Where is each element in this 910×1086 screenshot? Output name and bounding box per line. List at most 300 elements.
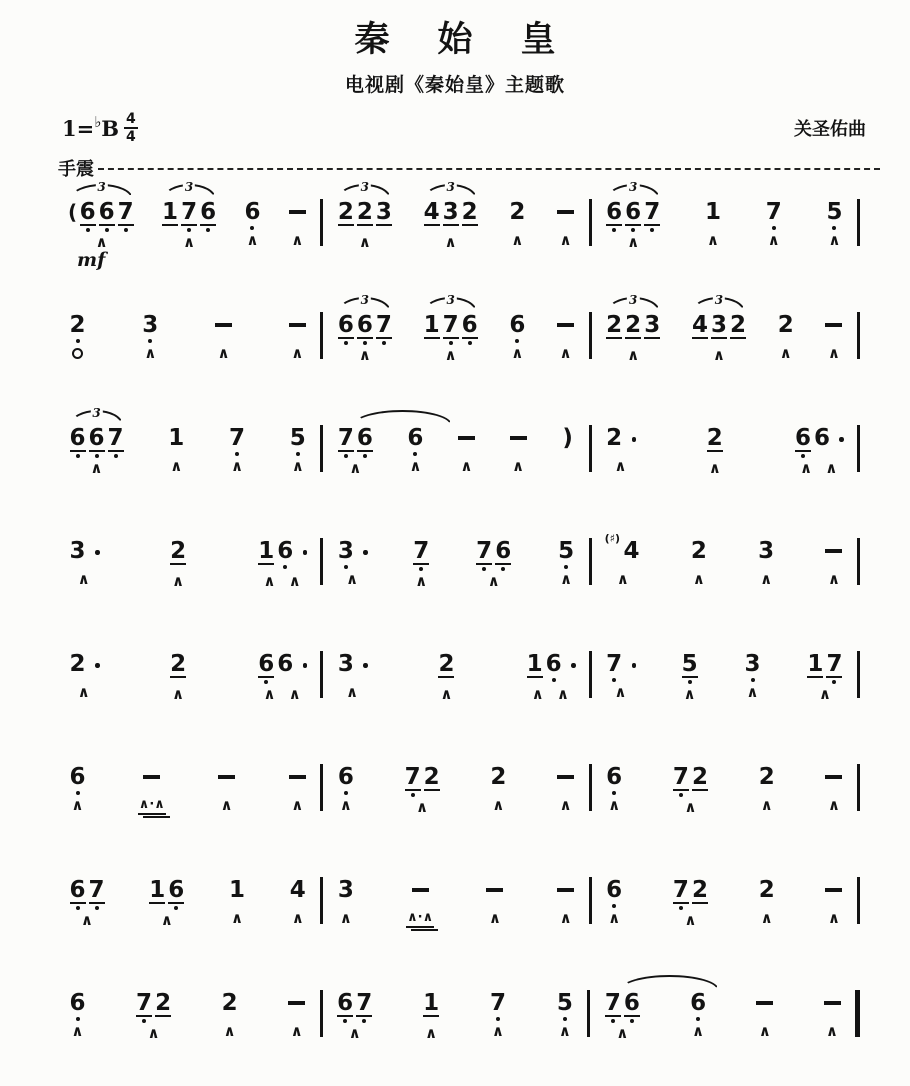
piece-subtitle: 电视剧《秦始皇》主题歌 bbox=[344, 74, 565, 96]
triplet-number: 3 bbox=[360, 293, 370, 307]
key-note: B bbox=[101, 115, 120, 141]
augmentation-dot bbox=[95, 550, 100, 555]
note-digit: 2 bbox=[691, 764, 708, 790]
note bbox=[622, 991, 641, 1025]
note-digit: 6 bbox=[495, 538, 512, 564]
note-cell bbox=[705, 411, 724, 477]
note-digit: 1 bbox=[526, 651, 543, 677]
accent-mark: ∧ bbox=[90, 459, 103, 477]
note bbox=[116, 200, 135, 234]
note bbox=[336, 991, 355, 1025]
note bbox=[135, 991, 154, 1025]
octave-dot bbox=[496, 1017, 500, 1021]
octave-dot bbox=[612, 904, 616, 908]
note-digit: 1 bbox=[704, 199, 721, 225]
measure bbox=[55, 406, 320, 477]
note bbox=[488, 991, 507, 1023]
note bbox=[757, 765, 776, 797]
note bbox=[508, 426, 528, 458]
flat-sign: ♭ bbox=[94, 113, 102, 132]
note bbox=[374, 200, 393, 234]
dash-note bbox=[510, 426, 527, 450]
dash-bar bbox=[825, 775, 842, 779]
note-cell bbox=[68, 637, 100, 701]
note bbox=[287, 313, 307, 345]
note-digit: 7 bbox=[765, 199, 782, 225]
note bbox=[556, 200, 576, 232]
note-digit: 2 bbox=[691, 877, 708, 903]
note-cell bbox=[508, 411, 528, 475]
dash-note bbox=[756, 991, 773, 1015]
triplet-number: 3 bbox=[446, 180, 455, 194]
note bbox=[243, 200, 262, 232]
accent-mark: ∧ bbox=[291, 344, 304, 362]
accent-mark: ∧ bbox=[345, 683, 359, 701]
note-cell bbox=[336, 293, 393, 364]
dash-note bbox=[289, 313, 306, 337]
note bbox=[422, 991, 441, 1025]
octave-dot bbox=[206, 228, 210, 232]
octave-dot bbox=[363, 454, 367, 458]
accent-mark: ∧ bbox=[608, 909, 621, 927]
note-digit: 2 bbox=[337, 199, 354, 225]
dash-bar bbox=[557, 323, 574, 327]
accent-mark: ∧ bbox=[559, 231, 572, 249]
octave-dot bbox=[362, 1019, 366, 1023]
note-cell bbox=[489, 750, 508, 814]
accent-mark: ∧ bbox=[290, 1022, 303, 1040]
note bbox=[106, 426, 125, 460]
note bbox=[336, 765, 355, 797]
measure bbox=[55, 637, 320, 703]
measure bbox=[323, 637, 588, 703]
note-cell bbox=[406, 863, 434, 927]
note-cell bbox=[336, 411, 374, 477]
note-digit: 6 bbox=[337, 764, 354, 790]
octave-dot bbox=[751, 678, 755, 682]
note-cell bbox=[141, 298, 160, 362]
octave-dot bbox=[419, 567, 423, 571]
note bbox=[680, 652, 699, 686]
note bbox=[437, 652, 456, 686]
note bbox=[605, 200, 624, 234]
octave-dot bbox=[76, 339, 80, 343]
note bbox=[336, 652, 355, 684]
note bbox=[287, 991, 307, 1023]
note bbox=[180, 200, 199, 234]
dash-bar bbox=[215, 323, 232, 327]
accent-mark: ∧ bbox=[444, 346, 457, 364]
accent-mark: ∧ bbox=[339, 909, 352, 927]
accent-mark: ∧ bbox=[827, 344, 841, 362]
augmentation-dot bbox=[632, 663, 637, 668]
note-digit: 5 bbox=[826, 199, 843, 225]
accent-mark: ∧ bbox=[460, 457, 473, 475]
accent-mark: ∧ bbox=[608, 796, 621, 814]
note-digit: 7 bbox=[117, 199, 134, 225]
note-digit: 6 bbox=[98, 199, 115, 225]
accent-mark: ∧ bbox=[818, 685, 832, 703]
augmentation-dot bbox=[839, 437, 844, 442]
note bbox=[217, 765, 237, 797]
dash-note bbox=[825, 539, 842, 563]
octave-dot bbox=[187, 228, 191, 232]
note bbox=[68, 426, 87, 460]
dash-bar bbox=[458, 436, 475, 440]
note bbox=[690, 765, 709, 799]
measure bbox=[592, 411, 857, 477]
note-digit: 7 bbox=[136, 990, 153, 1016]
note bbox=[68, 765, 87, 797]
accent-mark: ∧ bbox=[415, 572, 428, 590]
note-digit: 6 bbox=[606, 877, 623, 903]
measure bbox=[55, 524, 320, 590]
measure bbox=[592, 637, 857, 703]
note-cell bbox=[422, 976, 441, 1042]
octave-dot bbox=[76, 454, 80, 458]
accent-mark: ∧ bbox=[358, 233, 371, 251]
note bbox=[336, 426, 355, 460]
augmentation-dot bbox=[363, 550, 368, 555]
note-digit: 2 bbox=[758, 877, 775, 903]
accent-mark: ∧ bbox=[616, 1024, 629, 1042]
note-digit: 6 bbox=[69, 764, 86, 790]
note-cell bbox=[824, 298, 844, 362]
triplet-number: 3 bbox=[360, 180, 370, 194]
dash-note bbox=[215, 313, 232, 337]
accent-mark: ∧ bbox=[409, 457, 422, 475]
note bbox=[457, 426, 477, 458]
accent-mark: ∧ bbox=[345, 570, 359, 588]
octave-dot bbox=[515, 339, 519, 343]
note-cell bbox=[605, 863, 624, 927]
note-cell bbox=[336, 750, 355, 814]
barline bbox=[857, 312, 860, 359]
accent-mark: ∧ bbox=[77, 683, 90, 701]
accent-mark: ∧ bbox=[614, 683, 627, 701]
octave-dot bbox=[688, 680, 692, 684]
octave-dot bbox=[468, 341, 472, 345]
note-cell bbox=[287, 185, 307, 249]
note-cell bbox=[556, 298, 576, 362]
accent-mark: ∧ bbox=[440, 685, 453, 703]
accent-mark: ∧ bbox=[160, 911, 173, 929]
dash-note bbox=[412, 878, 429, 902]
note-digit: 7 bbox=[229, 425, 246, 451]
measure bbox=[323, 293, 588, 364]
note-cell bbox=[690, 293, 747, 364]
note bbox=[374, 313, 393, 347]
note bbox=[288, 878, 307, 910]
note-digit: ) bbox=[562, 425, 573, 451]
note-digit: 2 bbox=[461, 199, 478, 225]
accent-mark: ∧ bbox=[492, 796, 505, 814]
triplet-number: 3 bbox=[628, 180, 638, 194]
note bbox=[336, 539, 355, 571]
triplet-number: 3 bbox=[92, 406, 101, 420]
measure bbox=[592, 180, 857, 251]
note bbox=[605, 426, 624, 458]
note-cell bbox=[689, 524, 708, 588]
note-digit: 1 bbox=[807, 651, 824, 677]
octave-dot bbox=[696, 1017, 700, 1021]
octave-dot bbox=[772, 226, 776, 230]
accent-mark: ∧ bbox=[291, 909, 304, 927]
dash-note bbox=[825, 313, 842, 337]
note-cell bbox=[556, 185, 576, 249]
note-cell bbox=[336, 524, 368, 588]
accent-mark: ∧ bbox=[559, 909, 572, 927]
accent-mark: ∧ bbox=[71, 1022, 84, 1040]
note bbox=[689, 991, 708, 1023]
accent-mark: ∧ bbox=[683, 685, 696, 703]
accent-mark: ∧ bbox=[77, 570, 90, 588]
octave-dot bbox=[612, 791, 616, 795]
note-digit: 3 bbox=[69, 538, 86, 564]
score-line bbox=[55, 180, 860, 271]
note-digit: 6 bbox=[356, 425, 373, 451]
note bbox=[412, 539, 431, 573]
note-digit: 6 bbox=[545, 651, 562, 677]
note bbox=[825, 200, 844, 232]
accent-mark: ∧ bbox=[627, 233, 640, 251]
note-cell bbox=[488, 976, 507, 1040]
accent-mark: ∧ bbox=[95, 233, 108, 251]
note bbox=[276, 539, 295, 571]
accent-mark: ∧ bbox=[80, 911, 94, 929]
note bbox=[812, 426, 831, 458]
note bbox=[643, 313, 662, 347]
measure bbox=[592, 524, 857, 588]
dash-bar bbox=[412, 888, 429, 892]
note-cell bbox=[525, 637, 576, 703]
sharp-accidental: (♯) bbox=[604, 532, 621, 545]
note-cell bbox=[148, 863, 186, 929]
dash-note bbox=[289, 765, 306, 789]
accent-mark: ∧ bbox=[560, 570, 573, 588]
note-cell bbox=[287, 976, 307, 1040]
octave-dot bbox=[611, 1019, 615, 1023]
note-cell bbox=[68, 976, 87, 1040]
accent-mark: ∧ bbox=[779, 344, 792, 362]
note bbox=[825, 652, 844, 686]
note-digit: 4 bbox=[623, 538, 640, 564]
note-cell bbox=[824, 524, 844, 588]
note-digit: 2 bbox=[729, 312, 746, 338]
note bbox=[154, 991, 173, 1025]
accent-group-mark: ∧·∧ bbox=[406, 911, 434, 928]
note bbox=[355, 200, 374, 234]
accent-mark: ∧ bbox=[358, 346, 371, 364]
accent-mark: ∧ bbox=[511, 231, 524, 249]
note-digit: 6 bbox=[625, 199, 642, 225]
note-cell bbox=[743, 637, 762, 701]
note bbox=[605, 878, 624, 910]
note-cell bbox=[422, 293, 479, 364]
note-cell bbox=[680, 637, 699, 703]
dash-bar bbox=[557, 888, 574, 892]
measure bbox=[323, 976, 588, 1042]
note bbox=[78, 200, 97, 234]
note bbox=[161, 200, 180, 234]
accent-mark: ∧ bbox=[71, 796, 84, 814]
note bbox=[556, 313, 576, 345]
octave-dot bbox=[413, 452, 417, 456]
note bbox=[276, 652, 295, 684]
note-digit: 2 bbox=[356, 199, 373, 225]
octave-dot bbox=[95, 906, 99, 910]
note-digit: 6 bbox=[200, 199, 217, 225]
accent-mark: ∧ bbox=[760, 570, 773, 588]
barline bbox=[857, 764, 860, 811]
note-digit: 2 bbox=[423, 764, 440, 790]
note-digit: 7 bbox=[604, 990, 621, 1016]
note bbox=[410, 878, 430, 910]
accent-mark: ∧ bbox=[827, 796, 841, 814]
note-cell bbox=[220, 976, 239, 1040]
accent-mark: ∧ bbox=[172, 685, 185, 703]
accent-mark: ∧ bbox=[416, 798, 429, 816]
accent-mark: ∧ bbox=[349, 459, 362, 477]
accent-mark: ∧ bbox=[827, 909, 841, 927]
note-digit: 7 bbox=[826, 651, 843, 677]
note-cell bbox=[806, 637, 844, 703]
octave-dot bbox=[95, 454, 99, 458]
accent-group-mark: ∧·∧ bbox=[138, 798, 166, 815]
note-digit: 6 bbox=[79, 199, 96, 225]
octave-dot bbox=[250, 226, 254, 230]
note-cell bbox=[757, 524, 776, 588]
accent-mark: ∧ bbox=[263, 685, 276, 703]
barline bbox=[857, 425, 860, 472]
note-digit: 7 bbox=[404, 764, 421, 790]
note bbox=[622, 539, 641, 571]
accent-mark: ∧ bbox=[827, 570, 841, 588]
note-digit: 2 bbox=[170, 538, 187, 564]
note bbox=[508, 313, 527, 345]
measure bbox=[323, 863, 588, 927]
octave-dot bbox=[832, 680, 836, 684]
measure bbox=[323, 750, 588, 816]
accent-mark: ∧ bbox=[692, 570, 705, 588]
note-cell bbox=[508, 298, 527, 362]
note bbox=[355, 991, 374, 1025]
note-digit: 7 bbox=[606, 651, 623, 677]
accent-mark: ∧ bbox=[691, 1022, 705, 1040]
note bbox=[288, 426, 307, 458]
measure bbox=[55, 976, 320, 1042]
accent-mark: ∧ bbox=[614, 457, 627, 475]
dash-note bbox=[218, 765, 235, 789]
note-cell bbox=[228, 863, 247, 927]
note bbox=[336, 313, 355, 347]
note-digit: 7 bbox=[672, 764, 689, 790]
note-digit: 6 bbox=[69, 990, 86, 1016]
note-cell bbox=[68, 863, 106, 929]
time-numerator: 4 bbox=[124, 111, 138, 129]
note bbox=[68, 991, 87, 1023]
dash-bar bbox=[288, 1001, 305, 1005]
octave-dot bbox=[501, 567, 505, 571]
note bbox=[544, 652, 563, 684]
note-cell bbox=[671, 750, 709, 816]
note bbox=[690, 313, 709, 347]
score-line bbox=[55, 637, 860, 701]
note bbox=[643, 200, 662, 234]
accent-mark: ∧ bbox=[444, 233, 457, 251]
accent-mark: ∧ bbox=[758, 1022, 771, 1040]
dash-bar bbox=[289, 775, 306, 779]
note bbox=[68, 539, 87, 571]
octave-dot bbox=[344, 565, 348, 569]
accent-mark: ∧ bbox=[348, 1024, 361, 1042]
accent-mark: ∧ bbox=[291, 231, 304, 249]
octave-dot bbox=[343, 1019, 347, 1023]
note-digit: 2 bbox=[606, 425, 623, 451]
note-cell bbox=[475, 524, 513, 590]
measure bbox=[323, 411, 588, 477]
note-digit: 1 bbox=[168, 425, 185, 451]
note bbox=[441, 313, 460, 347]
accent-mark: ∧ bbox=[556, 685, 570, 703]
note bbox=[68, 313, 87, 345]
octave-dot bbox=[344, 341, 348, 345]
dash-bar bbox=[143, 775, 160, 779]
note-digit: 6 bbox=[623, 990, 640, 1016]
meta-row bbox=[62, 111, 866, 147]
note bbox=[406, 426, 425, 458]
open-paren: ( bbox=[68, 200, 78, 224]
note-digit: 6 bbox=[277, 538, 294, 564]
dash-bar bbox=[289, 323, 306, 327]
octave-dot bbox=[482, 567, 486, 571]
dash-bar bbox=[557, 210, 574, 214]
note-digit: 7 bbox=[107, 425, 124, 451]
dash-note bbox=[557, 878, 574, 902]
note-digit: 2 bbox=[170, 651, 187, 677]
accent-mark: ∧ bbox=[511, 457, 525, 475]
accent-mark: ∧ bbox=[511, 344, 524, 362]
note-digit: 3 bbox=[644, 312, 661, 338]
dash-bar bbox=[825, 549, 842, 553]
note bbox=[199, 200, 218, 234]
note-cell bbox=[793, 411, 844, 477]
accent-mark: ∧ bbox=[684, 798, 697, 816]
octave-dot bbox=[679, 793, 683, 797]
note bbox=[605, 652, 624, 684]
dash-bar bbox=[824, 1001, 841, 1005]
accent-mark: ∧ bbox=[684, 911, 697, 929]
note-digit: 7 bbox=[476, 538, 493, 564]
accent-mark: ∧ bbox=[559, 796, 572, 814]
note bbox=[689, 539, 708, 571]
accent-mark: ∧ bbox=[147, 1024, 160, 1042]
triplet-number: 3 bbox=[628, 293, 638, 307]
slur-arc bbox=[353, 410, 452, 425]
octave-dot bbox=[142, 1019, 146, 1023]
note bbox=[169, 652, 188, 686]
measure bbox=[592, 750, 857, 816]
note-digit: 4 bbox=[289, 877, 306, 903]
piece-title: 秦始皇 bbox=[354, 20, 604, 60]
accent-mark: ∧ bbox=[288, 572, 301, 590]
note bbox=[743, 652, 762, 684]
note-digit: 6 bbox=[794, 425, 811, 451]
note bbox=[764, 200, 783, 232]
note bbox=[793, 426, 812, 460]
note bbox=[422, 200, 441, 234]
note bbox=[671, 765, 690, 799]
